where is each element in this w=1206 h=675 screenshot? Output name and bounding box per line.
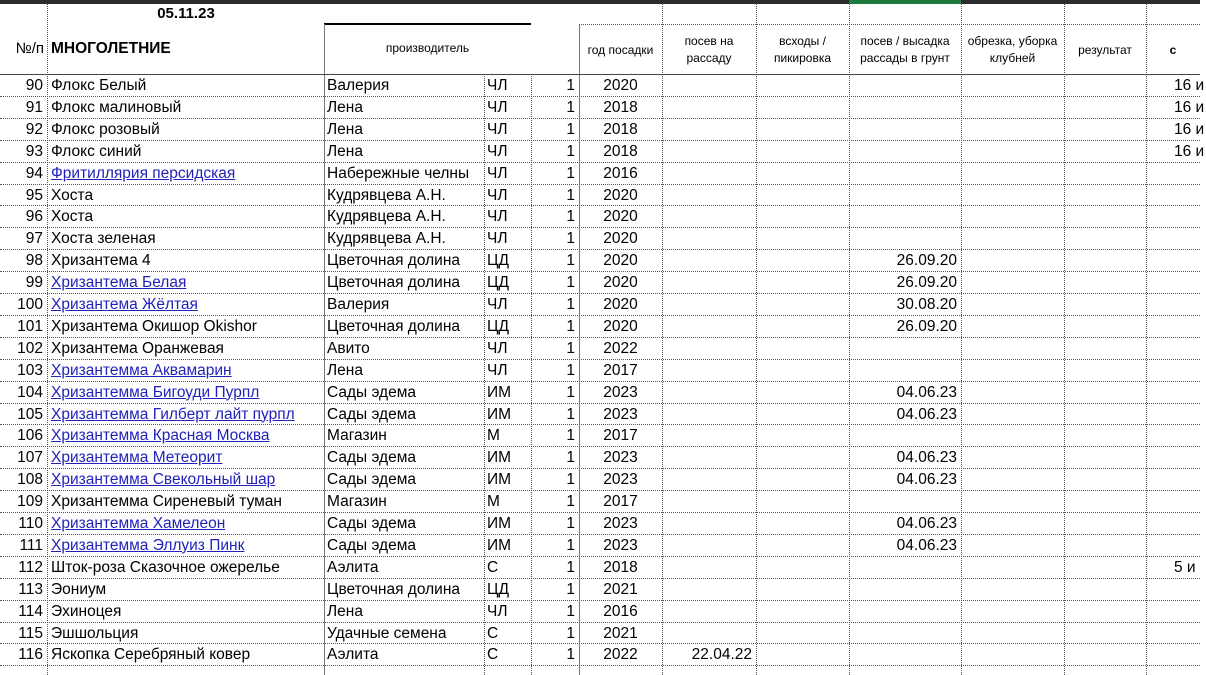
grid-column-line: [961, 4, 962, 675]
producer-cell[interactable]: Валерия: [327, 296, 390, 313]
sowing-date-cell[interactable]: [662, 469, 756, 491]
plant-name-cell[interactable]: Хризантема Белая: [51, 274, 187, 292]
quantity-cell[interactable]: 1: [566, 186, 575, 204]
extra-value-cell[interactable]: [1146, 623, 1206, 645]
planting-year-cell[interactable]: 2023: [603, 405, 638, 423]
quantity-cell[interactable]: 1: [566, 405, 575, 423]
row-number-cell[interactable]: 109: [17, 493, 43, 511]
quantity-cell[interactable]: 1: [566, 142, 575, 160]
ground-planting-date-cell[interactable]: 26.09.20: [896, 274, 957, 292]
ground-planting-date-cell[interactable]: 26.09.20: [896, 317, 957, 335]
ground-planting-date-cell[interactable]: [849, 425, 961, 447]
sowing-date-cell[interactable]: [662, 206, 756, 228]
plant-name-cell[interactable]: Флокс розовый: [51, 120, 160, 138]
selected-column-indicator: [849, 0, 961, 4]
row-number-cell[interactable]: 92: [25, 120, 43, 138]
ground-planting-date-cell[interactable]: [849, 579, 961, 601]
sowing-date-cell[interactable]: [662, 97, 756, 119]
planting-year-cell[interactable]: 2018: [603, 98, 638, 116]
producer-cell[interactable]: Сады эдема: [327, 449, 416, 467]
row-number-cell[interactable]: 112: [18, 558, 43, 576]
producer-cell[interactable]: Магазин: [327, 493, 387, 511]
quantity-cell[interactable]: 1: [566, 120, 575, 138]
sowing-date-cell[interactable]: [662, 513, 756, 535]
planting-year-cell[interactable]: 2020: [603, 296, 638, 313]
plant-name-cell[interactable]: Эониум: [51, 580, 107, 598]
row-number-cell[interactable]: 96: [25, 208, 43, 226]
col-header-extra[interactable]: с: [1169, 43, 1177, 57]
extra-value-cell[interactable]: 16 и: [1174, 142, 1205, 160]
producer-cell[interactable]: Цветочная долина: [327, 317, 460, 335]
producer-cell[interactable]: Удачные семена: [327, 624, 447, 642]
producer-cell[interactable]: Аэлита: [327, 558, 379, 576]
producer-code-cell[interactable]: С: [487, 624, 499, 642]
quantity-cell[interactable]: 1: [566, 493, 575, 511]
planting-year-cell[interactable]: 2022: [603, 339, 638, 357]
producer-code-cell[interactable]: ЧЛ: [487, 296, 508, 313]
quantity-cell[interactable]: 1: [566, 361, 575, 379]
producer-code-cell[interactable]: ЧЛ: [487, 602, 508, 620]
ground-planting-date-cell[interactable]: [849, 163, 961, 185]
plant-name-cell[interactable]: Флокс синий: [51, 142, 142, 160]
ground-planting-date-cell[interactable]: [849, 338, 961, 360]
producer-code-cell[interactable]: С: [487, 646, 499, 664]
quantity-cell[interactable]: 1: [566, 252, 575, 270]
sowing-date-cell[interactable]: [662, 425, 756, 447]
row-number-cell[interactable]: 110: [18, 515, 43, 532]
extra-value-cell[interactable]: 5 и: [1174, 558, 1196, 576]
row-number-cell[interactable]: 105: [17, 405, 43, 423]
quantity-cell[interactable]: 1: [566, 383, 575, 401]
quantity-cell[interactable]: 1: [566, 77, 575, 94]
extra-value-cell[interactable]: 16 и: [1174, 77, 1205, 94]
planting-year-cell[interactable]: 2016: [603, 164, 638, 182]
row-number-cell[interactable]: 115: [18, 624, 43, 642]
sowing-date-cell[interactable]: [662, 294, 756, 316]
ground-planting-date-cell[interactable]: [849, 119, 961, 141]
extra-value-cell[interactable]: 16 и: [1174, 98, 1205, 116]
planting-year-cell[interactable]: 2020: [603, 208, 638, 226]
plant-name-cell[interactable]: Эшшольция: [51, 624, 139, 642]
ground-planting-date-cell[interactable]: [849, 228, 961, 250]
row-number-cell[interactable]: 107: [17, 449, 43, 467]
producer-code-cell[interactable]: ЧЛ: [487, 230, 508, 248]
col-header-planting[interactable]: посев / высадка рассады в грунт: [860, 34, 950, 65]
producer-cell[interactable]: Сады эдема: [327, 515, 416, 532]
extra-value-cell[interactable]: [1146, 404, 1206, 426]
row-number-cell[interactable]: 116: [18, 646, 43, 664]
planting-year-cell[interactable]: 2023: [603, 536, 638, 554]
sowing-date-cell[interactable]: [662, 185, 756, 207]
ground-planting-date-cell[interactable]: [849, 360, 961, 382]
planting-year-cell[interactable]: 2017: [603, 361, 638, 379]
planting-year-cell[interactable]: 2023: [603, 515, 638, 532]
row-number-cell[interactable]: 108: [17, 471, 43, 489]
planting-year-cell[interactable]: 2018: [603, 120, 638, 138]
sowing-date-cell[interactable]: [662, 447, 756, 469]
quantity-cell[interactable]: 1: [566, 646, 575, 664]
ground-planting-date-cell[interactable]: 04.06.23: [896, 383, 957, 401]
row-number-cell[interactable]: 91: [25, 98, 43, 116]
plant-name-cell[interactable]: Хризантемма Метеорит: [51, 449, 223, 467]
sowing-date-cell[interactable]: [662, 579, 756, 601]
quantity-cell[interactable]: 1: [566, 602, 575, 620]
quantity-cell[interactable]: 1: [566, 164, 575, 182]
planting-year-cell[interactable]: 2022: [603, 646, 638, 664]
quantity-cell[interactable]: 1: [566, 317, 575, 335]
planting-year-cell[interactable]: 2016: [603, 602, 638, 620]
planting-year-cell[interactable]: 2020: [603, 252, 638, 270]
plant-name-cell[interactable]: Хризантема Оранжевая: [51, 339, 224, 357]
producer-code-cell[interactable]: ЦД: [487, 274, 509, 292]
producer-code-cell[interactable]: М: [487, 427, 500, 445]
planting-year-cell[interactable]: 2020: [603, 317, 638, 335]
ground-planting-date-cell[interactable]: [849, 75, 961, 97]
producer-cell[interactable]: Лена: [327, 142, 363, 160]
ground-planting-date-cell[interactable]: [849, 557, 961, 579]
ground-planting-date-cell[interactable]: [849, 97, 961, 119]
plant-name-cell[interactable]: Хризантемма Красная Москва: [51, 427, 270, 445]
header-underline: [324, 23, 531, 25]
sowing-date-cell[interactable]: [662, 535, 756, 557]
extra-value-cell[interactable]: [1146, 579, 1206, 601]
col-header-sowing[interactable]: посев на рассаду: [684, 34, 734, 65]
planting-year-cell[interactable]: 2023: [603, 449, 638, 467]
extra-value-cell[interactable]: 16 и: [1174, 120, 1205, 138]
producer-code-cell[interactable]: ИМ: [487, 536, 512, 554]
planting-year-cell[interactable]: 2020: [603, 77, 638, 94]
sowing-date-cell[interactable]: [662, 316, 756, 338]
quantity-cell[interactable]: 1: [566, 558, 575, 576]
row-number-cell[interactable]: 114: [18, 602, 43, 620]
producer-cell[interactable]: Цветочная долина: [327, 252, 460, 270]
extra-value-cell[interactable]: [1146, 425, 1206, 447]
sowing-date-cell[interactable]: [662, 272, 756, 294]
ground-planting-date-cell[interactable]: 04.06.23: [896, 405, 957, 423]
producer-code-cell[interactable]: ЧЛ: [487, 98, 508, 116]
extra-value-cell[interactable]: [1146, 469, 1206, 491]
ground-planting-date-cell[interactable]: [849, 206, 961, 228]
producer-code-cell[interactable]: М: [487, 493, 500, 511]
extra-value-cell[interactable]: [1146, 185, 1206, 207]
sowing-date-cell[interactable]: [662, 623, 756, 645]
plant-name-cell[interactable]: Хризантемма Свекольный шар: [51, 471, 276, 489]
producer-code-cell[interactable]: ЧЛ: [487, 120, 508, 138]
ground-planting-date-cell[interactable]: 04.06.23: [896, 536, 957, 554]
plant-name-cell[interactable]: Хоста зеленая: [51, 230, 156, 248]
plant-name-cell[interactable]: Хоста: [51, 186, 94, 204]
producer-code-cell[interactable]: ЦД: [487, 317, 509, 335]
row-number-cell[interactable]: 93: [25, 142, 43, 160]
planting-year-cell[interactable]: 2017: [603, 493, 638, 511]
col-header-pruning[interactable]: обрезка, уборка клубней: [967, 34, 1058, 65]
planting-year-cell[interactable]: 2023: [603, 383, 638, 401]
plant-name-cell[interactable]: Хризантемма Сиреневый туман: [51, 493, 282, 511]
quantity-cell[interactable]: 1: [566, 339, 575, 357]
extra-value-cell[interactable]: [1146, 513, 1206, 535]
extra-value-cell[interactable]: [1146, 272, 1206, 294]
producer-code-cell[interactable]: С: [487, 558, 499, 576]
plant-name-cell[interactable]: Хризантема Окишор Okishor: [51, 317, 257, 335]
sowing-date-cell[interactable]: [662, 382, 756, 404]
quantity-cell[interactable]: 1: [566, 536, 575, 554]
planting-year-cell[interactable]: 2021: [603, 624, 638, 642]
quantity-cell[interactable]: 1: [566, 624, 575, 642]
row-number-cell[interactable]: 113: [18, 580, 43, 598]
extra-value-cell[interactable]: [1146, 360, 1206, 382]
plant-name-cell[interactable]: Яскопка Серебряный ковер: [51, 646, 251, 664]
sowing-date-cell[interactable]: [662, 250, 756, 272]
sowing-date-cell[interactable]: [662, 163, 756, 185]
col-header-sprouts[interactable]: всходы / пикировка: [773, 34, 832, 65]
planting-year-cell[interactable]: 2018: [603, 558, 638, 576]
sowing-date-cell[interactable]: [662, 360, 756, 382]
plant-name-cell[interactable]: Флокс малиновый: [51, 98, 182, 116]
producer-cell[interactable]: Кудрявцева А.Н.: [327, 208, 446, 226]
plant-name-cell[interactable]: Хризантемма Бигоуди Пурпл: [51, 383, 260, 401]
plant-name-cell[interactable]: Шток-роза Сказочное ожерелье: [51, 558, 280, 576]
extra-value-cell[interactable]: [1146, 447, 1206, 469]
sowing-date-cell[interactable]: [662, 404, 756, 426]
col-header-year[interactable]: год посадки: [587, 43, 654, 57]
extra-value-cell[interactable]: [1146, 601, 1206, 623]
extra-value-cell[interactable]: [1146, 228, 1206, 250]
planting-year-cell[interactable]: 2021: [603, 580, 638, 598]
producer-code-cell[interactable]: ЧЛ: [487, 77, 508, 94]
extra-value-cell[interactable]: [1146, 338, 1206, 360]
row-number-cell[interactable]: 100: [17, 296, 43, 313]
quantity-cell[interactable]: 1: [566, 296, 575, 313]
plant-name-cell[interactable]: Хризантемма Гилберт лайт пурпл: [51, 405, 295, 423]
plant-name-cell[interactable]: Хризантема 4: [51, 252, 151, 270]
producer-cell[interactable]: Сады эдема: [327, 405, 416, 423]
row-number-cell[interactable]: 104: [17, 383, 43, 401]
sowing-date-cell[interactable]: [662, 119, 756, 141]
row-number-cell[interactable]: 101: [17, 317, 43, 335]
producer-cell[interactable]: Лена: [327, 361, 363, 379]
producer-code-cell[interactable]: ЧЛ: [487, 164, 508, 182]
ground-planting-date-cell[interactable]: [849, 623, 961, 645]
col-header-producer[interactable]: производитель: [385, 41, 470, 55]
plant-name-cell[interactable]: Хризантемма Хамелеон: [51, 515, 226, 532]
ground-planting-date-cell[interactable]: [849, 491, 961, 513]
ground-planting-date-cell[interactable]: 04.06.23: [896, 471, 957, 489]
quantity-cell[interactable]: 1: [566, 274, 575, 292]
producer-code-cell[interactable]: ИМ: [487, 471, 512, 489]
sowing-date-cell[interactable]: [662, 491, 756, 513]
plant-name-cell[interactable]: Хризантемма Эллуиз Пинк: [51, 536, 245, 554]
grid-column-line: [1064, 4, 1065, 675]
date-cell[interactable]: 05.11.23: [157, 5, 215, 22]
col-header-result[interactable]: результат: [1078, 43, 1132, 57]
ground-planting-date-cell[interactable]: 30.08.20: [896, 296, 957, 313]
sowing-date-cell[interactable]: [662, 75, 756, 97]
producer-code-cell[interactable]: ЧЛ: [487, 208, 508, 226]
row-number-cell[interactable]: 94: [25, 164, 43, 182]
quantity-cell[interactable]: 1: [566, 515, 575, 532]
extra-value-cell[interactable]: [1146, 316, 1206, 338]
row-number-cell[interactable]: 102: [17, 339, 43, 357]
quantity-cell[interactable]: 1: [566, 98, 575, 116]
extra-value-cell[interactable]: [1146, 535, 1206, 557]
ground-planting-date-cell[interactable]: [849, 141, 961, 163]
plant-name-cell[interactable]: Хоста: [51, 208, 94, 226]
sowing-date-cell[interactable]: [662, 557, 756, 579]
extra-value-cell[interactable]: [1146, 491, 1206, 513]
grid-column-line: [756, 4, 757, 675]
producer-code-cell[interactable]: ИМ: [487, 515, 512, 532]
producer-cell[interactable]: Авито: [327, 339, 370, 357]
quantity-cell[interactable]: 1: [566, 449, 575, 467]
extra-value-cell[interactable]: [1146, 206, 1206, 228]
plant-name-cell[interactable]: Эхиноцея: [51, 602, 122, 620]
ground-planting-date-cell[interactable]: [849, 185, 961, 207]
producer-cell[interactable]: Цветочная долина: [327, 274, 460, 292]
planting-year-cell[interactable]: 2017: [603, 427, 638, 445]
planting-year-cell[interactable]: 2020: [603, 274, 638, 292]
row-number-cell[interactable]: 99: [25, 274, 43, 292]
planting-year-cell[interactable]: 2018: [603, 142, 638, 160]
producer-code-cell[interactable]: ЧЛ: [487, 361, 508, 379]
plant-name-cell[interactable]: Фритиллярия персидская: [51, 164, 236, 182]
producer-cell[interactable]: Магазин: [327, 427, 387, 445]
producer-cell[interactable]: Лена: [327, 602, 363, 620]
ground-planting-date-cell[interactable]: [849, 644, 961, 666]
producer-cell[interactable]: Сады эдема: [327, 383, 416, 401]
ground-planting-date-cell[interactable]: 04.06.23: [896, 515, 957, 532]
col-header-num[interactable]: №/п: [15, 40, 44, 57]
producer-code-cell[interactable]: ИМ: [487, 405, 512, 423]
planting-year-cell[interactable]: 2023: [603, 471, 638, 489]
extra-value-cell[interactable]: [1146, 163, 1206, 185]
producer-cell[interactable]: Валерия: [327, 77, 390, 94]
sowing-date-cell[interactable]: [662, 228, 756, 250]
plant-name-cell[interactable]: Хризантемма Аквамарин: [51, 361, 232, 379]
producer-code-cell[interactable]: ЦД: [487, 580, 509, 598]
sowing-date-cell[interactable]: [662, 141, 756, 163]
row-number-cell[interactable]: 98: [25, 252, 43, 270]
sowing-date-cell[interactable]: 22.04.22: [691, 646, 752, 664]
producer-code-cell[interactable]: ЧЛ: [487, 186, 508, 204]
sowing-date-cell[interactable]: [662, 338, 756, 360]
producer-code-cell[interactable]: ЦД: [487, 252, 509, 270]
extra-value-cell[interactable]: [1146, 644, 1206, 666]
extra-value-cell[interactable]: [1146, 382, 1206, 404]
producer-code-cell[interactable]: ИМ: [487, 383, 512, 401]
sowing-date-cell[interactable]: [662, 601, 756, 623]
planting-year-cell[interactable]: 2020: [603, 230, 638, 248]
producer-code-cell[interactable]: ЧЛ: [487, 339, 508, 357]
quantity-cell[interactable]: 1: [566, 471, 575, 489]
quantity-cell[interactable]: 1: [566, 580, 575, 598]
producer-code-cell[interactable]: ИМ: [487, 449, 512, 467]
quantity-cell[interactable]: 1: [566, 208, 575, 226]
quantity-cell[interactable]: 1: [566, 427, 575, 445]
producer-cell[interactable]: Кудрявцева А.Н.: [327, 230, 446, 248]
col-header-name[interactable]: МНОГОЛЕТНИЕ: [51, 40, 171, 57]
planting-year-cell[interactable]: 2020: [603, 186, 638, 204]
producer-cell[interactable]: Сады эдема: [327, 536, 416, 554]
producer-cell[interactable]: Аэлита: [327, 646, 379, 664]
header-top-border: [579, 24, 1200, 25]
producer-cell[interactable]: Набережные челны: [327, 164, 470, 182]
producer-code-cell[interactable]: ЧЛ: [487, 142, 508, 160]
producer-cell[interactable]: Цветочная долина: [327, 580, 460, 598]
quantity-cell[interactable]: 1: [566, 230, 575, 248]
row-number-cell[interactable]: 95: [25, 186, 43, 204]
plant-name-cell[interactable]: Флокс Белый: [51, 77, 147, 94]
producer-cell[interactable]: Лена: [327, 98, 363, 116]
ground-planting-date-cell[interactable]: [849, 601, 961, 623]
extra-value-cell[interactable]: [1146, 250, 1206, 272]
row-number-cell[interactable]: 106: [17, 427, 43, 445]
row-number-cell[interactable]: 111: [19, 536, 43, 554]
producer-cell[interactable]: Лена: [327, 120, 363, 138]
row-number-cell[interactable]: 97: [25, 230, 43, 248]
producer-cell[interactable]: Кудрявцева А.Н.: [327, 186, 446, 204]
row-number-cell[interactable]: 90: [25, 77, 43, 94]
plant-name-cell[interactable]: Хризантема Жёлтая: [51, 296, 198, 313]
producer-cell[interactable]: Сады эдема: [327, 471, 416, 489]
extra-value-cell[interactable]: [1146, 294, 1206, 316]
row-number-cell[interactable]: 103: [17, 361, 43, 379]
ground-planting-date-cell[interactable]: 26.09.20: [896, 252, 957, 270]
ground-planting-date-cell[interactable]: 04.06.23: [896, 449, 957, 467]
